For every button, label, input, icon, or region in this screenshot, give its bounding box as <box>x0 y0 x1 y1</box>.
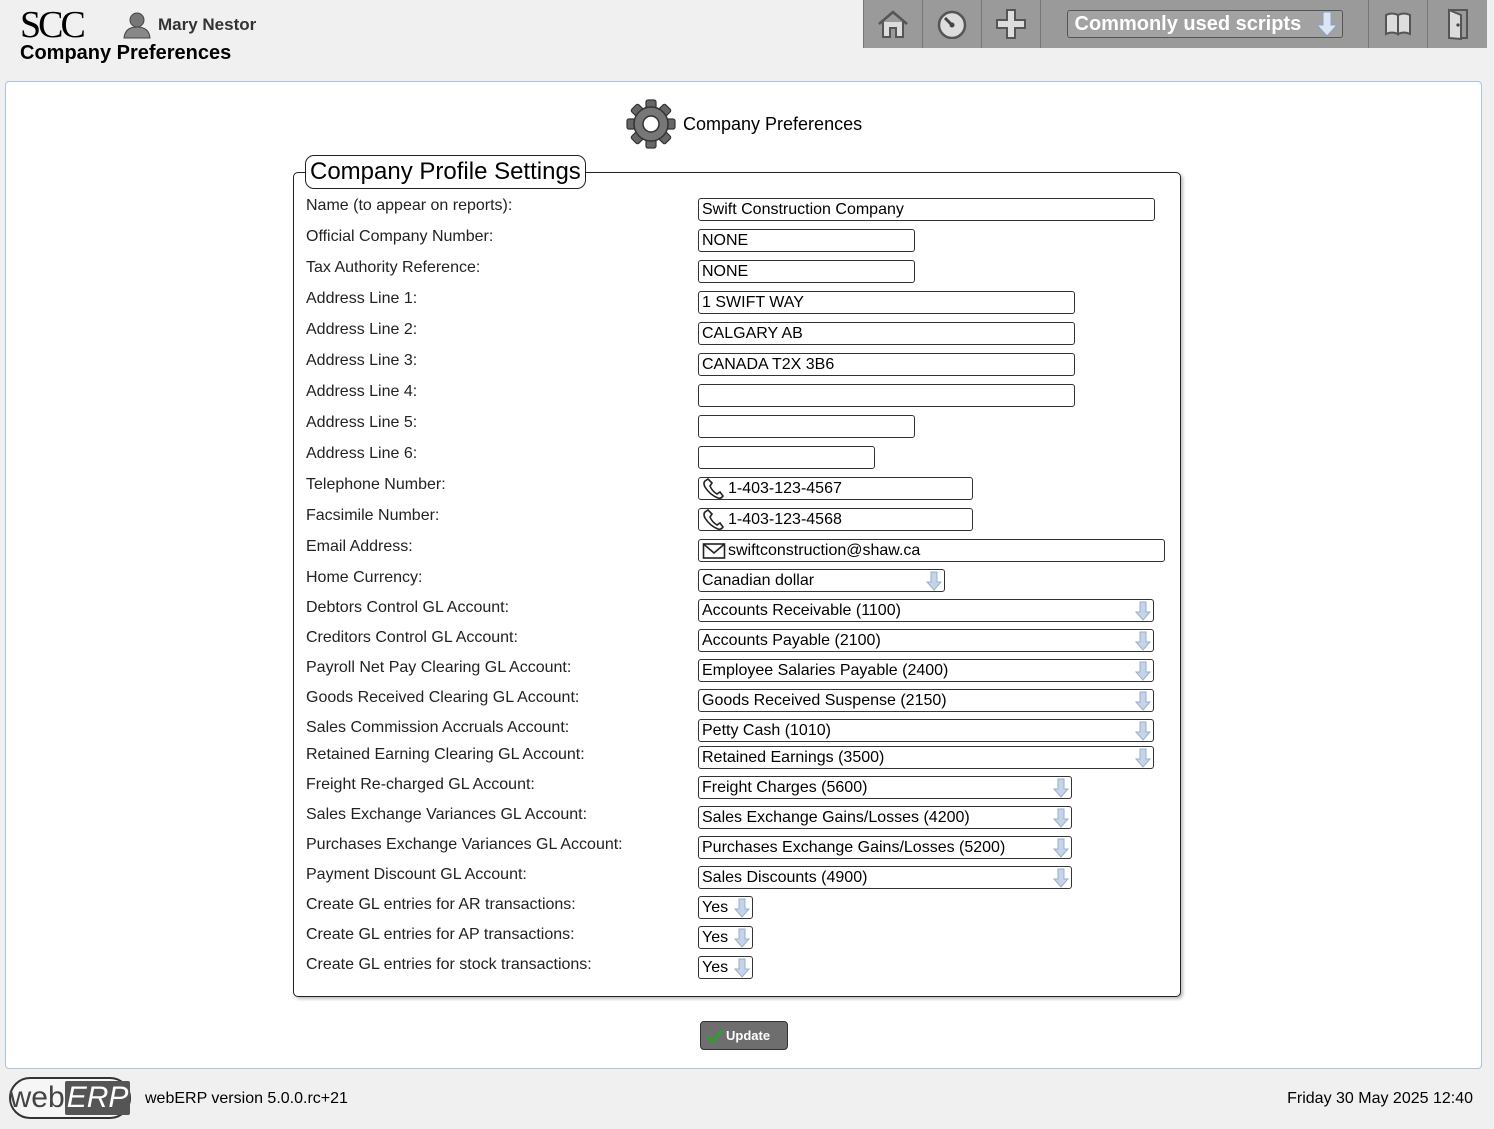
company-logo: SCC <box>20 4 83 46</box>
gear-icon <box>625 98 677 150</box>
tax-ref-input[interactable] <box>698 260 915 283</box>
weberp-logo[interactable] <box>9 1077 131 1119</box>
user-icon <box>122 11 152 39</box>
logo-web-text: web <box>9 1081 65 1114</box>
home-button[interactable] <box>864 0 923 48</box>
address5-input[interactable] <box>698 415 915 438</box>
payroll-value: Employee Salaries Payable (2400) <box>702 662 949 679</box>
address1-value: 1 SWIFT WAY <box>702 294 804 311</box>
gl-stock-value: Yes <box>702 959 729 976</box>
chevron-down-icon <box>1135 721 1151 741</box>
chevron-down-icon <box>1135 631 1151 651</box>
update-label: Update <box>726 1028 771 1043</box>
logout-button[interactable] <box>1428 0 1487 48</box>
logo-erp-text: ERP <box>66 1081 129 1114</box>
purch-exch-value: Purchases Exchange Gains/Losses (5200) <box>702 839 1006 856</box>
chevron-down-icon <box>926 571 942 591</box>
chevron-down-icon <box>734 958 750 978</box>
discount-select[interactable] <box>698 866 1072 889</box>
debtors-label: Debtors Control GL Account: <box>306 599 510 616</box>
chevron-down-icon <box>734 898 750 918</box>
tax-ref-label: Tax Authority Reference: <box>306 259 481 276</box>
freight-value: Freight Charges (5600) <box>702 779 868 796</box>
address4-label: Address Line 4: <box>306 383 418 400</box>
grn-value: Goods Received Suspense (2150) <box>702 692 947 709</box>
address6-input[interactable] <box>698 446 875 469</box>
gl-ap-select[interactable] <box>698 926 753 949</box>
company-number-value: NONE <box>702 232 749 249</box>
sales-exch-select[interactable] <box>698 806 1072 829</box>
fieldset-legend: Company Profile Settings <box>305 155 586 189</box>
gl-stock-label: Create GL entries for stock transactions: <box>306 956 592 973</box>
chevron-down-icon <box>1316 11 1338 37</box>
address3-label: Address Line 3: <box>306 352 418 369</box>
creditors-value: Accounts Payable (2100) <box>702 632 881 649</box>
chevron-down-icon <box>1053 868 1069 888</box>
address4-input[interactable] <box>698 384 1075 407</box>
phone-icon <box>702 478 726 500</box>
manual-icon <box>1383 11 1413 37</box>
address2-label: Address Line 2: <box>306 321 418 338</box>
top-toolbar <box>863 0 1487 48</box>
fax-value: 1-403-123-4568 <box>728 511 842 528</box>
section-heading <box>625 98 862 150</box>
add-icon <box>994 7 1028 41</box>
scripts-select-label: Commonly used scripts <box>1074 12 1302 35</box>
logout-icon <box>1445 8 1471 40</box>
retained-value: Retained Earnings (3500) <box>702 749 885 766</box>
grn-select[interactable] <box>698 689 1154 712</box>
telephone-value: 1-403-123-4567 <box>728 480 842 497</box>
creditors-select[interactable] <box>698 629 1154 652</box>
sales-exch-value: Sales Exchange Gains/Losses (4200) <box>702 809 970 826</box>
email-label: Email Address: <box>306 538 413 555</box>
chevron-down-icon <box>734 928 750 948</box>
name-value: Swift Construction Company <box>702 201 904 218</box>
retained-label: Retained Earning Clearing GL Account: <box>306 746 585 763</box>
chevron-down-icon <box>1053 838 1069 858</box>
user-name: Mary Nestor <box>158 15 257 34</box>
dashboard-icon <box>935 9 969 39</box>
address2-value: CALGARY AB <box>702 325 803 342</box>
company-number-label: Official Company Number: <box>306 228 494 245</box>
home-icon <box>876 9 910 39</box>
commission-value: Petty Cash (1010) <box>702 722 831 739</box>
telephone-input[interactable] <box>698 477 973 500</box>
checkmark-icon <box>707 1028 723 1044</box>
gl-ar-value: Yes <box>702 899 729 916</box>
fax-input[interactable] <box>698 508 973 531</box>
user-menu[interactable] <box>122 11 256 39</box>
scripts-area <box>1041 0 1369 48</box>
currency-value: Canadian dollar <box>702 572 815 589</box>
payroll-select[interactable] <box>698 659 1154 682</box>
commission-label: Sales Commission Accruals Account: <box>306 719 570 736</box>
email-input[interactable] <box>698 539 1165 562</box>
address5-label: Address Line 5: <box>306 414 418 431</box>
currency-select[interactable] <box>698 569 945 592</box>
chevron-down-icon <box>1135 691 1151 711</box>
purch-exch-select[interactable] <box>698 836 1072 859</box>
address3-input[interactable] <box>698 353 1075 376</box>
freight-select[interactable] <box>698 776 1072 799</box>
telephone-label: Telephone Number: <box>306 476 446 493</box>
purch-exch-label: Purchases Exchange Variances GL Account: <box>306 836 623 853</box>
creditors-label: Creditors Control GL Account: <box>306 629 518 646</box>
chevron-down-icon <box>1053 778 1069 798</box>
discount-value: Sales Discounts (4900) <box>702 869 868 886</box>
manual-button[interactable] <box>1369 0 1428 48</box>
name-input[interactable] <box>698 198 1155 221</box>
datetime-text: Friday 30 May 2025 12:40 <box>1287 1090 1473 1107</box>
debtors-value: Accounts Receivable (1100) <box>702 602 901 619</box>
chevron-down-icon <box>1053 808 1069 828</box>
update-button[interactable] <box>700 1021 788 1050</box>
grn-label: Goods Received Clearing GL Account: <box>306 689 580 706</box>
company-number-input[interactable] <box>698 229 915 252</box>
currency-label: Home Currency: <box>306 569 423 586</box>
commission-select[interactable] <box>698 719 1154 742</box>
gl-ar-label: Create GL entries for AR transactions: <box>306 896 576 913</box>
gl-stock-select[interactable] <box>698 956 753 979</box>
section-title: Company Preferences <box>683 113 863 134</box>
freight-label: Freight Re-charged GL Account: <box>306 776 535 793</box>
tax-ref-value: NONE <box>702 263 749 280</box>
page-title: Company Preferences <box>20 42 232 64</box>
version-text: webERP version 5.0.0.rc+21 <box>145 1090 348 1107</box>
discount-label: Payment Discount GL Account: <box>306 866 527 883</box>
phone-icon <box>702 509 726 531</box>
chevron-down-icon <box>1135 601 1151 621</box>
retained-select[interactable] <box>698 746 1154 769</box>
payroll-label: Payroll Net Pay Clearing GL Account: <box>306 659 572 676</box>
address2-input[interactable] <box>698 322 1075 345</box>
commonly-used-scripts-select[interactable] <box>1067 10 1343 38</box>
dashboard-button[interactable] <box>923 0 982 48</box>
gl-ap-label: Create GL entries for AP transactions: <box>306 926 575 943</box>
address1-label: Address Line 1: <box>306 290 418 307</box>
sales-exch-label: Sales Exchange Variances GL Account: <box>306 806 588 823</box>
chevron-down-icon <box>1135 661 1151 681</box>
add-button[interactable] <box>982 0 1041 48</box>
fax-label: Facsimile Number: <box>306 507 440 524</box>
address3-value: CANADA T2X 3B6 <box>702 356 835 373</box>
address6-label: Address Line 6: <box>306 445 418 462</box>
gl-ap-value: Yes <box>702 929 729 946</box>
gl-ar-select[interactable] <box>698 896 753 919</box>
debtors-select[interactable] <box>698 599 1154 622</box>
chevron-down-icon <box>1135 748 1151 768</box>
name-label: Name (to appear on reports): <box>306 197 513 214</box>
address1-input[interactable] <box>698 291 1075 314</box>
envelope-icon <box>702 542 726 560</box>
email-value: swiftconstruction@shaw.ca <box>728 542 921 559</box>
